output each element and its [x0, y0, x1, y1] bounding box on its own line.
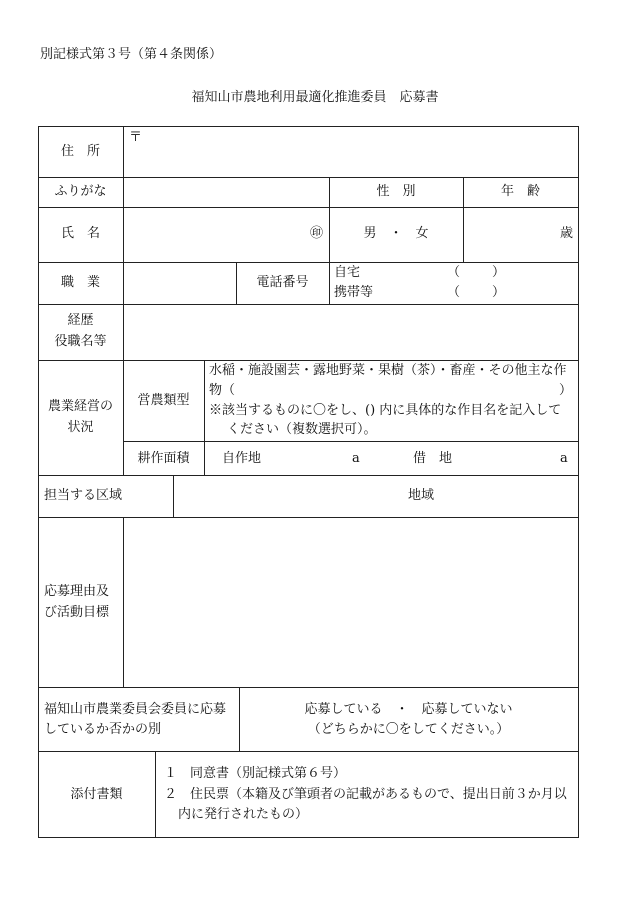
furigana-field[interactable] — [126, 180, 326, 205]
gender-options[interactable]: 男 ・ 女 — [363, 226, 429, 241]
leased-land-field[interactable] — [460, 447, 555, 471]
phone-home-close: ） — [492, 265, 506, 280]
address-field[interactable] — [142, 130, 574, 174]
phone-mobile-open: （ — [447, 285, 461, 300]
phone-label: 電話番号 — [256, 275, 309, 290]
committee-label-line2: しているか否かの別 — [44, 722, 162, 737]
farming-type-line1: 水稲・施設園芸・露地野菜・果樹（茶）・畜産・その他主な作 — [209, 363, 567, 378]
seal-mark: ㊞ — [310, 226, 324, 241]
leased-land-label: 借 地 — [413, 451, 453, 466]
attachment-item-2-line2: 内に発行されたもの） — [178, 807, 309, 822]
furigana-label: ふりがな — [54, 184, 107, 199]
age-label: 年 齢 — [500, 184, 540, 199]
region-suffix: 地域 — [408, 488, 435, 503]
age-unit: 歳 — [560, 226, 574, 241]
attachment-item-2-line1: ２ 住民票（本籍及び筆頭者の記載があるもので、提出日前３か月以 — [164, 787, 567, 802]
farming-note-line2: ください（複数選択可）。 — [227, 422, 377, 437]
attachments-label: 添付書類 — [70, 787, 123, 802]
occupation-label: 職 業 — [60, 275, 100, 290]
reason-label-line2: び活動目標 — [44, 605, 110, 620]
name-field[interactable] — [126, 210, 306, 260]
postal-mark: 〒 — [129, 130, 143, 145]
career-label-line1: 経歴 — [67, 313, 94, 328]
gender-label: 性 別 — [376, 184, 416, 199]
farming-type-line2b: ） — [559, 383, 573, 398]
owned-land-field[interactable] — [268, 447, 348, 471]
farming-area-label: 耕作面積 — [137, 451, 190, 466]
committee-options[interactable]: 応募している ・ 応募していない — [304, 702, 513, 717]
committee-note: （どちらかに〇をしてください。） — [307, 722, 510, 737]
page-title: 福知山市農地利用最適化推進委員 応募書 — [191, 90, 439, 105]
committee-label-line1: 福知山市農業委員会委員に応募 — [44, 702, 227, 717]
occupation-field[interactable] — [126, 265, 233, 302]
reason-label-line1: 応募理由及 — [44, 584, 110, 599]
crop-name-field[interactable] — [240, 382, 552, 400]
farming-label-line2: 状況 — [67, 420, 94, 435]
farming-type-line2a: 物（ — [209, 383, 236, 398]
phone-mobile-close: ） — [492, 285, 506, 300]
address-label: 住 所 — [60, 144, 100, 159]
name-label: 氏 名 — [60, 226, 100, 241]
owned-land-unit: a — [352, 451, 360, 466]
phone-mobile-label: 携帯等 — [334, 285, 374, 300]
farming-label-line1: 農業経営の — [47, 399, 113, 414]
attachment-item-1: １ 同意書（別記様式第６号） — [164, 766, 347, 781]
region-field[interactable] — [178, 480, 398, 513]
farming-type-label: 営農類型 — [137, 393, 190, 408]
phone-home-open: （ — [447, 265, 461, 280]
form-number: 別記様式第３号（第４条関係） — [40, 47, 223, 62]
career-field[interactable] — [126, 307, 576, 358]
phone-home-label: 自宅 — [334, 265, 361, 280]
career-label-line2: 役職名等 — [54, 334, 107, 349]
owned-land-label: 自作地 — [222, 451, 262, 466]
leased-land-unit: a — [560, 451, 568, 466]
farming-note-line1: ※該当するものに〇をし、() 内に具体的な作目名を記入して — [209, 403, 562, 418]
region-label: 担当する区域 — [44, 488, 123, 503]
reason-field[interactable] — [126, 520, 576, 684]
